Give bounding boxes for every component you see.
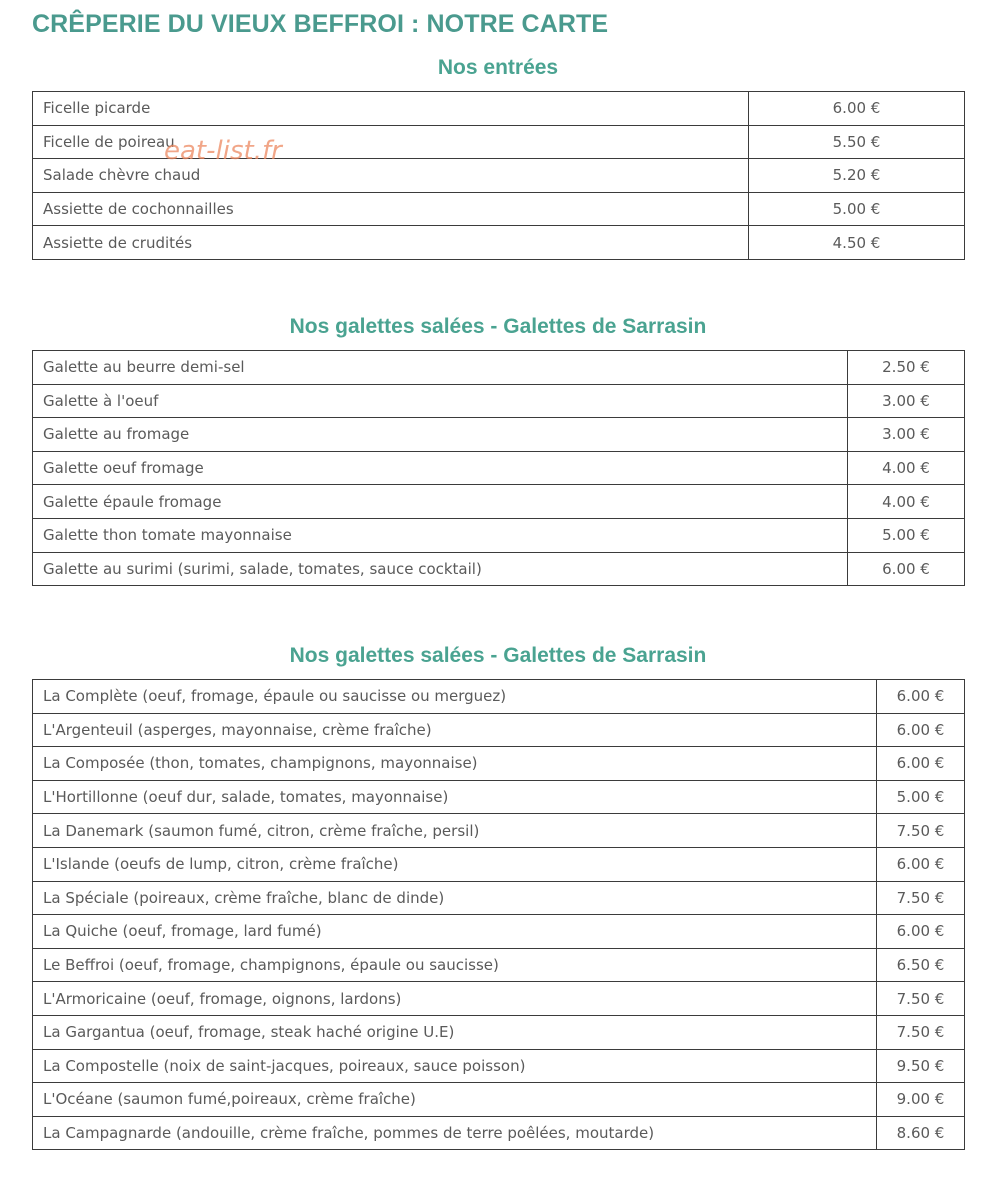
- item-name: Ficelle de poireau: [33, 125, 749, 159]
- item-name: L'Argenteuil (asperges, mayonnaise, crème fraîche): [33, 713, 877, 747]
- item-name: La Compostelle (noix de saint-jacques, poireaux, sauce poisson): [33, 1049, 877, 1083]
- item-name: L'Armoricaine (oeuf, fromage, oignons, lardons): [33, 982, 877, 1016]
- item-price: 6.00 €: [749, 92, 965, 126]
- item-name: Assiette de crudités: [33, 226, 749, 260]
- table-row: [33, 552, 965, 586]
- table-row: [33, 485, 965, 519]
- item-price: 6.00 €: [848, 552, 965, 586]
- item-name: L'Hortillonne (oeuf dur, salade, tomates, mayonnaise): [33, 780, 877, 814]
- table-row: [33, 192, 965, 226]
- table-row: [33, 982, 965, 1016]
- item-name: Galette au beurre demi-sel: [33, 351, 848, 385]
- item-name: Assiette de cochonnailles: [33, 192, 749, 226]
- item-name: La Campagnarde (andouille, crème fraîche, pommes de terre poêlées, moutarde): [33, 1116, 877, 1150]
- table-row: [33, 418, 965, 452]
- table-row: [33, 780, 965, 814]
- item-price: 3.00 €: [848, 418, 965, 452]
- item-name: Salade chèvre chaud: [33, 159, 749, 193]
- item-name: Galette à l'oeuf: [33, 384, 848, 418]
- table-row: [33, 881, 965, 915]
- item-price: 7.50 €: [877, 881, 965, 915]
- item-price: 8.60 €: [877, 1116, 965, 1150]
- item-name: Galette thon tomate mayonnaise: [33, 518, 848, 552]
- table-row: [33, 1116, 965, 1150]
- item-price: 7.50 €: [877, 1015, 965, 1049]
- item-name: L'Islande (oeufs de lump, citron, crème fraîche): [33, 847, 877, 881]
- menu-table-galettes-1: [32, 350, 965, 586]
- item-price: 7.50 €: [877, 814, 965, 848]
- item-price: 5.00 €: [749, 192, 965, 226]
- item-price: 6.00 €: [877, 847, 965, 881]
- table-row: [33, 915, 965, 949]
- table-row: [33, 125, 965, 159]
- menu-table-entrees: [32, 91, 965, 260]
- item-price: 5.00 €: [848, 518, 965, 552]
- table-row: [33, 948, 965, 982]
- item-name: La Gargantua (oeuf, fromage, steak haché origine U.E): [33, 1015, 877, 1049]
- table-row: [33, 1049, 965, 1083]
- item-name: Le Beffroi (oeuf, fromage, champignons, épaule ou saucisse): [33, 948, 877, 982]
- item-price: 5.50 €: [749, 125, 965, 159]
- item-price: 6.00 €: [877, 680, 965, 714]
- item-price: 7.50 €: [877, 982, 965, 1016]
- item-price: 6.00 €: [877, 915, 965, 949]
- item-name: La Complète (oeuf, fromage, épaule ou saucisse ou merguez): [33, 680, 877, 714]
- table-row: [33, 351, 965, 385]
- table-row: [33, 92, 965, 126]
- item-price: 6.00 €: [877, 713, 965, 747]
- table-row: [33, 747, 965, 781]
- item-name: Galette au surimi (surimi, salade, tomates, sauce cocktail): [33, 552, 848, 586]
- item-price: 3.00 €: [848, 384, 965, 418]
- item-price: 4.00 €: [848, 485, 965, 519]
- page-title: CRÊPERIE DU VIEUX BEFFROI : NOTRE CARTE: [32, 10, 609, 38]
- table-row: [33, 814, 965, 848]
- table-row: [33, 384, 965, 418]
- item-price: 6.50 €: [877, 948, 965, 982]
- section-title-galettes-2: Nos galettes salées - Galettes de Sarrasin: [289, 644, 707, 667]
- item-price: 5.00 €: [877, 780, 965, 814]
- item-price: 9.00 €: [877, 1083, 965, 1117]
- menu-table-galettes-2: [32, 679, 965, 1150]
- item-price: 4.50 €: [749, 226, 965, 260]
- item-name: Ficelle picarde: [33, 92, 749, 126]
- item-price: 9.50 €: [877, 1049, 965, 1083]
- item-price: 2.50 €: [848, 351, 965, 385]
- section-title-galettes-1: Nos galettes salées - Galettes de Sarrasin: [289, 315, 707, 338]
- item-name: Galette au fromage: [33, 418, 848, 452]
- section-title-entrees: Nos entrées: [437, 56, 559, 79]
- item-price: 6.00 €: [877, 747, 965, 781]
- table-row: [33, 680, 965, 714]
- watermark: eat-list.fr: [164, 136, 282, 166]
- item-price: 4.00 €: [848, 451, 965, 485]
- table-row: [33, 159, 965, 193]
- table-row: [33, 451, 965, 485]
- table-row: [33, 518, 965, 552]
- item-name: La Quiche (oeuf, fromage, lard fumé): [33, 915, 877, 949]
- item-price: 5.20 €: [749, 159, 965, 193]
- item-name: La Danemark (saumon fumé, citron, crème fraîche, persil): [33, 814, 877, 848]
- item-name: La Spéciale (poireaux, crème fraîche, blanc de dinde): [33, 881, 877, 915]
- table-row: [33, 226, 965, 260]
- item-name: Galette épaule fromage: [33, 485, 848, 519]
- table-row: [33, 713, 965, 747]
- item-name: L'Océane (saumon fumé,poireaux, crème fraîche): [33, 1083, 877, 1117]
- table-row: [33, 847, 965, 881]
- table-row: [33, 1015, 965, 1049]
- item-name: La Composée (thon, tomates, champignons, mayonnaise): [33, 747, 877, 781]
- item-name: Galette oeuf fromage: [33, 451, 848, 485]
- table-row: [33, 1083, 965, 1117]
